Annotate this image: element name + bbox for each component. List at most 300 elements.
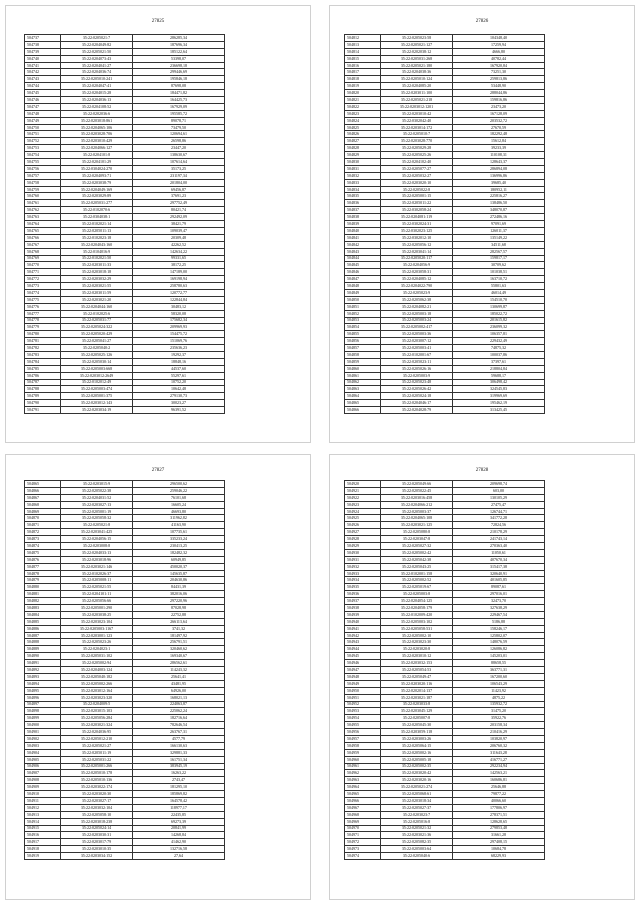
row-number-cell: 504936 xyxy=(345,591,381,598)
value-cell: 126744,71 xyxy=(453,508,545,515)
value-cell: 97091,69 xyxy=(453,221,545,228)
row-number-cell: 504865 xyxy=(345,400,381,407)
row-number-cell: 504956 xyxy=(345,729,381,736)
table-row xyxy=(345,653,545,660)
row-number-cell: 504842 xyxy=(345,241,381,248)
row-number-cell: 504827 xyxy=(345,138,381,145)
table-row xyxy=(345,207,545,214)
table-row xyxy=(345,818,545,825)
cadastral-number-cell: 35:22:0205003:474 xyxy=(61,386,133,393)
row-number-cell: 504759 xyxy=(25,186,61,193)
cadastral-number-cell: 35:22:0205003:9 xyxy=(381,372,453,379)
table-row xyxy=(25,584,225,591)
value-cell: 203158,34 xyxy=(453,722,545,729)
row-number-cell: 504869 xyxy=(25,508,61,515)
row-number-cell: 504756 xyxy=(25,165,61,172)
cadastral-number-cell: 35:22:0204023:1 xyxy=(61,646,133,653)
table-row xyxy=(25,227,225,234)
cadastral-number-cell: 35:22:0204046:17 xyxy=(381,400,453,407)
row-number-cell: 504769 xyxy=(25,255,61,262)
table-row xyxy=(25,797,225,804)
cadastral-number-cell: 35:22:0204101:29 xyxy=(61,159,133,166)
table-row xyxy=(25,577,225,584)
row-number-cell: 504968 xyxy=(345,811,381,818)
row-number-cell: 504814 xyxy=(345,48,381,55)
table-row xyxy=(25,598,225,605)
value-cell: 22752,88 xyxy=(133,611,225,618)
cadastral-number-cell: 35:22:0203018:238 xyxy=(61,818,133,825)
cadastral-number-cell: 35:22:0205023:48 xyxy=(381,379,453,386)
cadastral-number-cell: 35:22:0205011:13 xyxy=(61,227,133,234)
value-cell: 210178,29 xyxy=(453,529,545,536)
table-row xyxy=(345,556,545,563)
table-row xyxy=(25,338,225,345)
cadastral-number-cell: 35:22:0205002:16 xyxy=(381,749,453,756)
row-number-cell: 504881 xyxy=(25,591,61,598)
row-number-cell: 504745 xyxy=(25,90,61,97)
cadastral-number-cell: 35:22:0205020:429 xyxy=(61,331,133,338)
row-number-cell: 504940 xyxy=(345,618,381,625)
table-row xyxy=(25,48,225,55)
table-row xyxy=(345,351,545,358)
value-cell: 311643,28 xyxy=(453,749,545,756)
row-number-cell: 504953 xyxy=(345,708,381,715)
row-number-cell: 504845 xyxy=(345,262,381,269)
value-cell: 120694,61 xyxy=(133,131,225,138)
cadastral-number-cell: 35:22:0205003:36 xyxy=(381,331,453,338)
row-number-cell: 504836 xyxy=(345,200,381,207)
row-number-cell: 504873 xyxy=(25,536,61,543)
value-cell: 20841,99 xyxy=(133,825,225,832)
table-row xyxy=(345,97,545,104)
row-number-cell: 504848 xyxy=(345,283,381,290)
cadastral-number-cell: 35:22:0205077:27 xyxy=(381,165,453,172)
value-cell: 142563,21 xyxy=(453,770,545,777)
cadastral-number-cell: 35:22:0203012:2649 xyxy=(61,372,133,379)
value-cell: 107614,64 xyxy=(133,159,225,166)
table-row xyxy=(345,701,545,708)
cadastral-number-cell: 35:22:0204101:8 xyxy=(61,152,133,159)
table-row xyxy=(345,159,545,166)
table-row xyxy=(345,193,545,200)
row-number-cell: 504832 xyxy=(345,172,381,179)
value-cell: 87028,98 xyxy=(133,605,225,612)
row-number-cell: 504921 xyxy=(345,487,381,494)
row-number-cell: 504876 xyxy=(25,556,61,563)
row-number-cell: 504931 xyxy=(345,556,381,563)
table-row xyxy=(25,76,225,83)
value-cell: 4875,22 xyxy=(453,694,545,701)
cadastral-number-cell: 35:22:0203030:31 xyxy=(61,832,133,839)
table-row xyxy=(345,407,545,414)
cadastral-number-cell: 35:22:0205043:25 xyxy=(381,563,453,570)
cadastral-number-cell: 35:22:0102021:50 xyxy=(61,255,133,262)
cadastral-number-cell: 35:22:0204093:71 xyxy=(61,172,133,179)
table-row xyxy=(25,563,225,570)
value-cell: 15612,84 xyxy=(453,138,545,145)
value-cell: 14268,84 xyxy=(133,832,225,839)
cadastral-number-cell: 35:22:0204066:127 xyxy=(61,145,133,152)
cadastral-number-cell: 35:22:0205024:322 xyxy=(61,324,133,331)
row-number-cell: 504856 xyxy=(345,338,381,345)
cadastral-number-cell: 35:22:0203010:429 xyxy=(61,138,133,145)
table-row xyxy=(345,570,545,577)
table-row xyxy=(25,324,225,331)
cadastral-number-cell: 35:22:0102009:420 xyxy=(381,611,453,618)
value-cell: 64926,00 xyxy=(133,687,225,694)
value-cell: 19292,37 xyxy=(133,351,225,358)
value-cell: 181497,92 xyxy=(133,632,225,639)
value-cell: 106357,81 xyxy=(453,331,545,338)
table-row xyxy=(345,632,545,639)
cadastral-number-cell: 35:22:0203020:30 xyxy=(61,791,133,798)
table-row xyxy=(345,90,545,97)
value-cell: 185869,82 xyxy=(133,791,225,798)
table-row xyxy=(345,124,545,131)
value-cell: 37397,61 xyxy=(453,358,545,365)
cadastral-number-cell: 35:22:0203018:96 xyxy=(61,556,133,563)
table-row xyxy=(345,103,545,110)
table-row xyxy=(25,653,225,660)
value-cell: 2743,47 xyxy=(133,777,225,784)
table-row xyxy=(25,639,225,646)
cadastral-number-cell: 35:22:0203021:324 xyxy=(61,722,133,729)
value-cell: 11423,92 xyxy=(453,687,545,694)
cadastral-number-cell: 35:22:0205021:55 xyxy=(61,584,133,591)
value-cell: 163710,72 xyxy=(453,276,545,283)
row-number-cell: 504766 xyxy=(25,234,61,241)
cadastral-number-cell: 35:22:0204049:169 xyxy=(61,186,133,193)
table-row xyxy=(345,811,545,818)
row-number-cell: 504934 xyxy=(345,577,381,584)
cadastral-number-cell: 35:22:0204056:15 xyxy=(61,536,133,543)
row-number-cell: 504915 xyxy=(25,825,61,832)
table-row xyxy=(345,529,545,536)
row-number-cell: 504895 xyxy=(25,687,61,694)
register-table xyxy=(24,480,225,860)
row-number-cell: 504891 xyxy=(25,660,61,667)
value-cell: 166130,63 xyxy=(133,742,225,749)
table-row xyxy=(25,536,225,543)
table-row xyxy=(345,756,545,763)
table-row xyxy=(345,62,545,69)
row-number-cell: 504875 xyxy=(25,549,61,556)
cadastral-number-cell: 35:22:0205064:15 xyxy=(381,742,453,749)
row-number-cell: 504850 xyxy=(345,296,381,303)
row-number-cell: 504826 xyxy=(345,131,381,138)
cadastral-number-cell: 35:22:0203011:59 xyxy=(61,289,133,296)
cadastral-number-cell: 35:22:0205023:11 xyxy=(381,358,453,365)
cadastral-number-cell: 35:22:0203032:104 xyxy=(61,804,133,811)
row-number-cell: 504786 xyxy=(25,372,61,379)
table-row xyxy=(345,563,545,570)
row-number-cell: 504831 xyxy=(345,165,381,172)
value-cell: 55801,63 xyxy=(453,283,545,290)
row-number-cell: 504738 xyxy=(25,41,61,48)
row-number-cell: 504816 xyxy=(345,62,381,69)
row-number-cell: 504969 xyxy=(345,818,381,825)
table-row xyxy=(345,69,545,76)
value-cell: 99331,65 xyxy=(133,255,225,262)
row-number-cell: 504932 xyxy=(345,563,381,570)
cadastral-number-cell: 35:22:0204047:41 xyxy=(61,83,133,90)
cadastral-number-cell: 35:22:0205001:19 xyxy=(61,508,133,515)
value-cell: 195462,19 xyxy=(453,400,545,407)
value-cell: 450020,37 xyxy=(133,563,225,570)
row-number-cell: 504855 xyxy=(345,331,381,338)
cadastral-number-cell: 35:22:0203018:34 xyxy=(381,797,453,804)
table-row xyxy=(345,303,545,310)
row-number-cell: 504867 xyxy=(25,494,61,501)
value-cell: 327638,29 xyxy=(453,605,545,612)
cadastral-number-cell: 35:22:0302023:125 xyxy=(381,227,453,234)
row-number-cell: 504853 xyxy=(345,317,381,324)
value-cell: 68229,93 xyxy=(453,853,545,860)
row-number-cell: 504767 xyxy=(25,241,61,248)
value-cell: 383945,19 xyxy=(133,763,225,770)
cadastral-number-cell: 35:22:0204036:95 xyxy=(61,729,133,736)
cadastral-number-cell: 35:22:0203047:8 xyxy=(381,536,453,543)
table-row xyxy=(25,179,225,186)
table-row xyxy=(25,811,225,818)
cadastral-number-cell: 35:22:0102070:6 xyxy=(61,207,133,214)
cadastral-number-cell: 35:22:0304024:270 xyxy=(61,165,133,172)
table-row xyxy=(25,193,225,200)
cadastral-number-cell: 35:22:0205002:266 xyxy=(61,680,133,687)
cadastral-number-cell: 35:22:0205020:117 xyxy=(381,255,453,262)
row-number-cell: 504854 xyxy=(345,324,381,331)
value-cell: 292492,09 xyxy=(133,214,225,221)
table-row xyxy=(25,618,225,625)
value-cell: 130699,87 xyxy=(453,303,545,310)
table-row xyxy=(345,853,545,860)
value-cell: 110108,31 xyxy=(453,152,545,159)
table-row xyxy=(345,522,545,529)
table-row xyxy=(345,618,545,625)
row-number-cell: 504770 xyxy=(25,262,61,269)
row-number-cell: 504740 xyxy=(25,55,61,62)
value-cell: 363771,31 xyxy=(453,667,545,674)
table-row xyxy=(345,660,545,667)
row-number-cell: 504929 xyxy=(345,543,381,550)
value-cell: 30483,12 xyxy=(133,303,225,310)
row-number-cell: 504859 xyxy=(345,358,381,365)
value-cell: 138630,67 xyxy=(133,152,225,159)
row-number-cell: 504898 xyxy=(25,708,61,715)
table-row xyxy=(345,591,545,598)
table-row xyxy=(25,667,225,674)
cadastral-number-cell: 35:22:0205021:218 xyxy=(381,97,453,104)
cadastral-number-cell: 35:22:0205058:531 xyxy=(381,625,453,632)
value-cell: 35173,25 xyxy=(133,165,225,172)
row-number-cell: 504749 xyxy=(25,117,61,124)
cadastral-number-cell: 35:22:0205002:42 xyxy=(381,549,453,556)
row-number-cell: 504825 xyxy=(345,124,381,131)
row-number-cell: 504773 xyxy=(25,283,61,290)
row-number-cell: 504949 xyxy=(345,680,381,687)
value-cell: 167128,09 xyxy=(453,110,545,117)
table-row xyxy=(345,179,545,186)
value-cell: 231197,34 xyxy=(133,172,225,179)
cadastral-number-cell: 35:22:0203058:31 xyxy=(381,269,453,276)
cadastral-number-cell: 35:22:0302012:10 xyxy=(381,234,453,241)
table-row xyxy=(25,97,225,104)
row-number-cell: 504897 xyxy=(25,701,61,708)
cadastral-number-cell: 35:22:0205002:52 xyxy=(381,577,453,584)
table-row xyxy=(345,76,545,83)
row-number-cell: 504900 xyxy=(25,722,61,729)
row-number-cell: 504922 xyxy=(345,494,381,501)
value-cell: 311962,82 xyxy=(133,515,225,522)
row-number-cell: 504923 xyxy=(345,501,381,508)
cadastral-number-cell: 35:22:0203032:29 xyxy=(61,276,133,283)
value-cell: 185022,72 xyxy=(453,310,545,317)
value-cell: 270363,40 xyxy=(453,543,545,550)
row-number-cell: 504858 xyxy=(345,351,381,358)
value-cell: 286285,34 xyxy=(133,35,225,42)
table-row xyxy=(345,577,545,584)
page-title: 27826 xyxy=(475,19,489,24)
cadastral-number-cell: 35:22:0203041:425 xyxy=(61,529,133,536)
table-row xyxy=(345,131,545,138)
table-row xyxy=(25,742,225,749)
cadastral-number-cell: 35:22:0205008:11 xyxy=(61,577,133,584)
row-number-cell: 504838 xyxy=(345,214,381,221)
table-row xyxy=(345,611,545,618)
table-row xyxy=(25,152,225,159)
value-cell: 128643,37 xyxy=(453,159,545,166)
table-row xyxy=(25,687,225,694)
row-number-cell: 504962 xyxy=(345,770,381,777)
table-row xyxy=(345,639,545,646)
row-number-cell: 504835 xyxy=(345,193,381,200)
cadastral-number-cell: 35:22:0204101:11 xyxy=(61,591,133,598)
table-row xyxy=(25,529,225,536)
table-row xyxy=(345,680,545,687)
cadastral-number-cell: 35:22:0205026:16 xyxy=(381,365,453,372)
cadastral-number-cell: 35:22:0205024:14 xyxy=(61,825,133,832)
value-cell: 297752,49 xyxy=(133,200,225,207)
table-row xyxy=(345,372,545,379)
table-row xyxy=(25,234,225,241)
table-row xyxy=(25,400,225,407)
row-number-cell: 504926 xyxy=(345,522,381,529)
value-cell: 286894,08 xyxy=(453,165,545,172)
row-number-cell: 504966 xyxy=(345,797,381,804)
value-cell: 40782,44 xyxy=(453,55,545,62)
row-number-cell: 504787 xyxy=(25,379,61,386)
cadastral-number-cell: 35:22:0204065:106 xyxy=(61,124,133,131)
value-cell: 206760,32 xyxy=(453,742,545,749)
value-cell: 229467,54 xyxy=(453,611,545,618)
table-row xyxy=(25,124,225,131)
value-cell: 135149,22 xyxy=(453,234,545,241)
value-cell: 5186,88 xyxy=(453,618,545,625)
table-row xyxy=(25,372,225,379)
row-number-cell: 504952 xyxy=(345,701,381,708)
cadastral-number-cell: 35:22:0205011:22 xyxy=(381,200,453,207)
value-cell: 296500,62 xyxy=(133,481,225,488)
table-row xyxy=(25,35,225,42)
cadastral-number-cell: 35:22:0205022:38 xyxy=(61,487,133,494)
row-number-cell: 504744 xyxy=(25,83,61,90)
table-row xyxy=(345,296,545,303)
value-cell: 279853,48 xyxy=(453,825,545,832)
cadastral-number-cell: 35:22:0205029:28 xyxy=(381,145,453,152)
cadastral-number-cell: 35:22:0102012:49 xyxy=(61,379,133,386)
cadastral-number-cell: 35:22:0205021:27 xyxy=(61,742,133,749)
cadastral-number-cell: 35:22:0203027:13 xyxy=(61,501,133,508)
cadastral-number-cell: 35:22:0203011:33 xyxy=(61,262,133,269)
row-number-cell: 504880 xyxy=(25,584,61,591)
row-number-cell: 504823 xyxy=(345,110,381,117)
table-row xyxy=(25,722,225,729)
table-row xyxy=(345,508,545,515)
row-number-cell: 504828 xyxy=(345,145,381,152)
row-number-cell: 504970 xyxy=(345,825,381,832)
row-number-cell: 504912 xyxy=(25,804,61,811)
table-row xyxy=(345,487,545,494)
cadastral-number-cell: 35:22:0203015:9 xyxy=(61,481,133,488)
cadastral-number-cell: 35:22:0205012:210 xyxy=(61,735,133,742)
cadastral-number-cell: 35:22:0205021:8 xyxy=(61,522,133,529)
row-number-cell: 504819 xyxy=(345,83,381,90)
cadastral-number-cell: 35:22:0205031:102 xyxy=(61,653,133,660)
table-row xyxy=(345,221,545,228)
value-cell: 259046,22 xyxy=(133,487,225,494)
cadastral-number-cell: 35:22:0205021:50 xyxy=(61,48,133,55)
cadastral-number-cell: 35:22:0205021:274 xyxy=(381,784,453,791)
value-cell: 210416,29 xyxy=(453,729,545,736)
value-cell: 10642,48 xyxy=(133,386,225,393)
row-number-cell: 504837 xyxy=(345,207,381,214)
table-row xyxy=(345,791,545,798)
cadastral-number-cell: 35:22:0204066:212 xyxy=(381,501,453,508)
cadastral-number-cell: 35:22:0302058:24 xyxy=(381,207,453,214)
table-row xyxy=(345,331,545,338)
row-number-cell: 504857 xyxy=(345,345,381,352)
table-row xyxy=(25,214,225,221)
value-cell: 69273,39 xyxy=(133,818,225,825)
row-number-cell: 504892 xyxy=(25,667,61,674)
table-row xyxy=(25,393,225,400)
value-cell: 69456,87 xyxy=(133,186,225,193)
cadastral-number-cell: 35:22:0205003:24 xyxy=(381,317,453,324)
cadastral-number-cell: 35:22:0203045:129 xyxy=(381,708,453,715)
row-number-cell: 504776 xyxy=(25,303,61,310)
value-cell: 241743,14 xyxy=(453,536,545,543)
table-row xyxy=(345,41,545,48)
cadastral-number-cell: 35:22:0205016:8 xyxy=(381,818,453,825)
cadastral-number-cell: 35:22:0203034:152 xyxy=(61,853,133,860)
row-number-cell: 504901 xyxy=(25,729,61,736)
cadastral-number-cell: 35:22:0203023:104 xyxy=(61,618,133,625)
table-row xyxy=(25,241,225,248)
table-row xyxy=(345,152,545,159)
table-row xyxy=(345,715,545,722)
row-number-cell: 504908 xyxy=(25,777,61,784)
row-number-cell: 504782 xyxy=(25,345,61,352)
row-number-cell: 504760 xyxy=(25,193,61,200)
row-number-cell: 504748 xyxy=(25,110,61,117)
table-row xyxy=(345,515,545,522)
table-row xyxy=(345,667,545,674)
row-number-cell: 504878 xyxy=(25,570,61,577)
row-number-cell: 504783 xyxy=(25,351,61,358)
table-row xyxy=(25,207,225,214)
cadastral-number-cell: 35:22:0205001:266 xyxy=(61,763,133,770)
cadastral-number-cell: 35:22:0205001:375 xyxy=(61,393,133,400)
